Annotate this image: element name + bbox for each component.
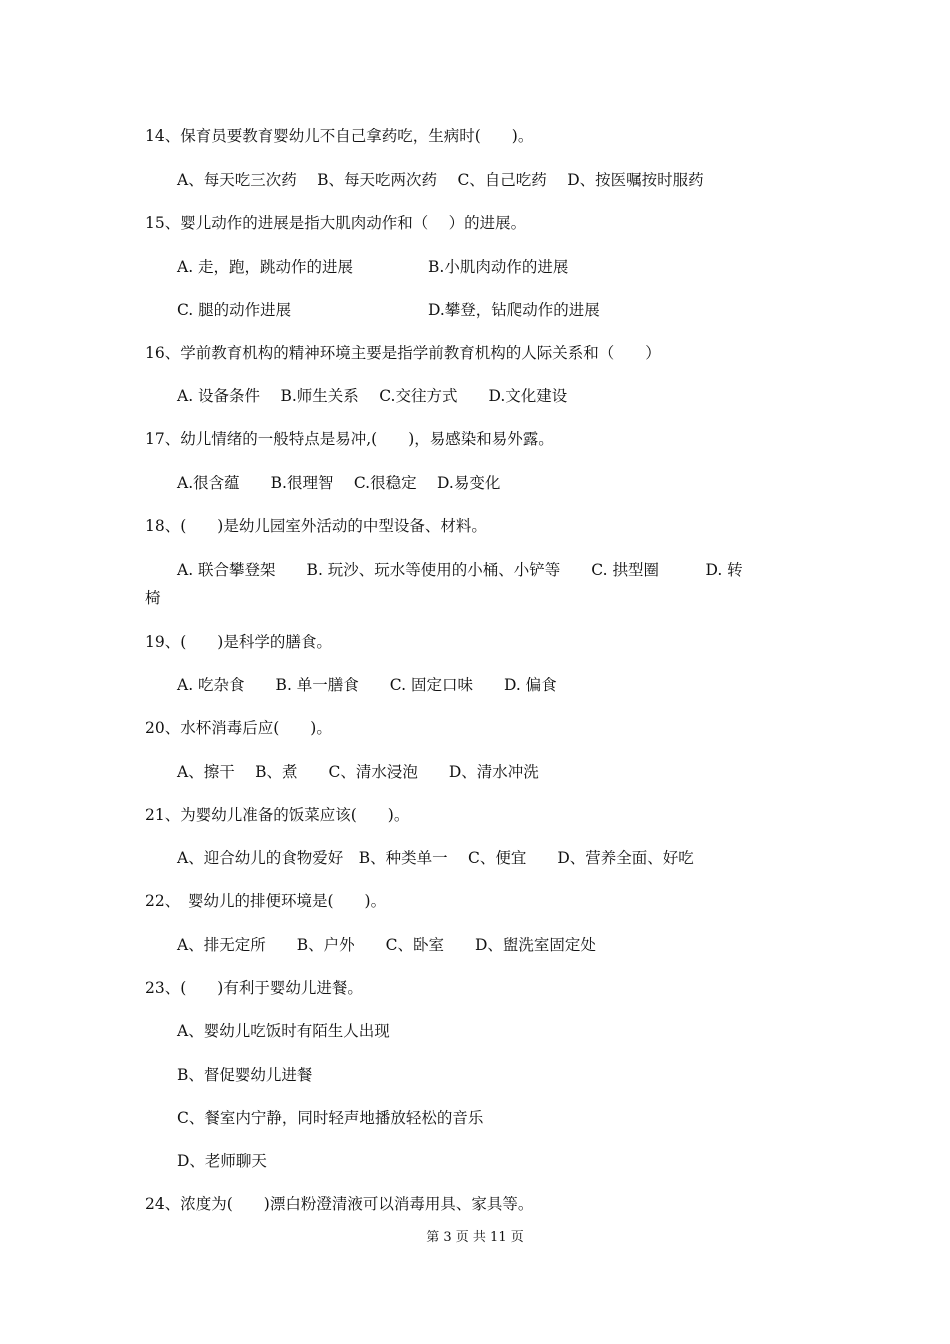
option-c: C、餐室内宁静，同时轻声地播放轻松的音乐 [177,1109,484,1127]
option-c: C. 腿的动作进展 [177,301,292,319]
option-a: A. 走，跑，跳动作的进展 [177,258,354,276]
question-options: A、每天吃三次药 B、每天吃两次药 C、自己吃药 D、按医嘱按时服药 [177,171,704,189]
option-d: D、老师聊天 [177,1152,267,1170]
question-stem: 14、保育员要教育婴幼儿不自己拿药吃，生病时( )。 [145,127,534,145]
question-stem: 17、幼儿情绪的一般特点是易冲,( )，易感染和易外露。 [145,430,554,448]
question-stem: 20、水杯消毒后应( )。 [145,719,332,737]
question-options: A. 联合攀登架 B. 玩沙、玩水等使用的小桶、小铲等 C. 拱型圈 D. 转 [177,561,743,579]
question-stem: 21、为婴幼儿准备的饭菜应该( )。 [145,806,410,824]
question-options: A、擦干 B、煮 C、清水浸泡 D、清水冲洗 [177,763,539,781]
question-stem: 19、( )是科学的膳食。 [145,633,332,651]
question-options: A、迎合幼儿的食物爱好 B、种类单一 C、便宜 D、营养全面、好吃 [177,849,694,867]
question-options: A. 吃杂食 B. 单一膳食 C. 固定口味 D. 偏食 [177,676,557,694]
question-stem: 18、( )是幼儿园室外活动的中型设备、材料。 [145,517,487,535]
question-options: A.很含蕴 B.很理智 C.很稳定 D.易变化 [177,474,501,492]
question-options: A、排无定所 B、户外 C、卧室 D、盥洗室固定处 [177,936,596,954]
option-d: D.攀登，钻爬动作的进展 [428,301,600,319]
option-b: B、督促婴幼儿进餐 [177,1066,313,1084]
page-footer: 第 3 页 共 11 页 [426,1230,524,1245]
question-options: A. 设备条件 B.师生关系 C.交往方式 D.文化建设 [177,387,568,405]
question-stem: 22、 婴幼儿的排便环境是( )。 [145,892,387,910]
option-b: B.小肌肉动作的进展 [428,258,569,276]
question-stem: 16、学前教育机构的精神环境主要是指学前教育机构的人际关系和（ ） [145,344,661,362]
option-a: A、婴幼儿吃饭时有陌生人出现 [177,1022,390,1040]
question-stem: 23、( )有利于婴幼儿进餐。 [145,979,363,997]
question-stem: 24、浓度为( )漂白粉澄清液可以消毒用具、家具等。 [145,1195,534,1213]
question-stem: 15、婴儿动作的进展是指大肌肉动作和（ ）的进展。 [145,214,527,232]
question-options-continued: 椅 [145,589,161,607]
